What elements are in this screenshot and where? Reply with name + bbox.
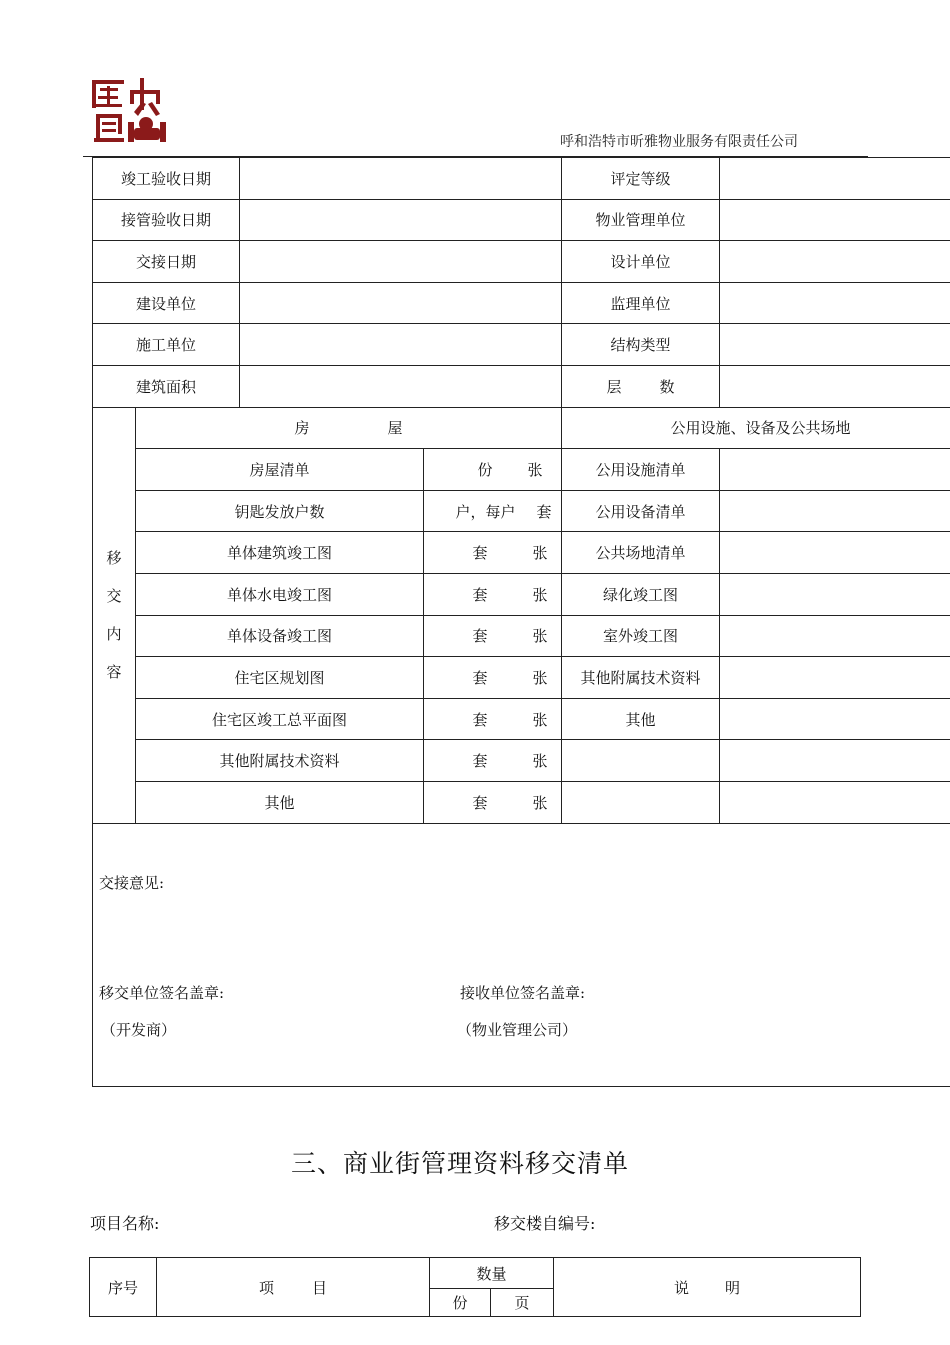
list-header-row	[90, 1258, 861, 1289]
public-value[interactable]	[720, 532, 950, 574]
col-qty: 数量	[430, 1258, 554, 1289]
info-row	[93, 199, 950, 241]
field-value[interactable]	[240, 282, 562, 324]
public-item: 其他	[562, 698, 720, 740]
field-label: 建设单位	[93, 282, 240, 324]
unit-b: 张	[532, 793, 548, 812]
contents-header-row	[93, 407, 950, 449]
section-label-char: 交	[106, 587, 122, 606]
house-item: 单体设备竣工图	[136, 615, 424, 657]
unit-a: 套	[472, 668, 488, 687]
opinion-cell[interactable]	[93, 823, 950, 1086]
col-note	[554, 1258, 861, 1317]
col-item	[157, 1258, 430, 1317]
house-item: 住宅区竣工总平面图	[136, 698, 424, 740]
field-value[interactable]	[240, 324, 562, 366]
col-qty-copies: 份	[430, 1289, 491, 1317]
public-value[interactable]	[720, 781, 950, 823]
col-item-b: 目	[312, 1278, 328, 1297]
field-value[interactable]	[240, 158, 562, 200]
unit-cell[interactable]	[424, 490, 562, 532]
unit-b: 张	[527, 460, 543, 479]
field-label: 设计单位	[562, 241, 720, 283]
unit-cell[interactable]	[424, 615, 562, 657]
public-value[interactable]	[720, 615, 950, 657]
field-value[interactable]	[720, 158, 950, 200]
info-row	[93, 324, 950, 366]
unit-a: 套	[472, 585, 488, 604]
company-name: 呼和浩特市昕雅物业服务有限责任公司	[560, 134, 798, 150]
col-item-a: 项	[258, 1278, 274, 1297]
field-label: 交接日期	[93, 241, 240, 283]
field-label: 评定等级	[562, 158, 720, 200]
section-label-char: 移	[106, 549, 122, 568]
transfer-list-table	[89, 1257, 861, 1317]
public-item	[562, 740, 720, 782]
unit-a: 套	[472, 793, 488, 812]
contents-row	[93, 657, 950, 699]
unit-b: 张	[532, 627, 548, 646]
opinion-label: 交接意见:	[99, 873, 165, 892]
contents-row	[93, 490, 950, 532]
floors-label-b: 数	[659, 377, 675, 396]
unit-a: 套	[472, 752, 488, 771]
unit-b: 张	[532, 668, 548, 687]
field-value[interactable]	[720, 324, 950, 366]
field-value[interactable]	[240, 365, 562, 407]
info-row	[93, 241, 950, 283]
section-label	[93, 407, 136, 823]
company-logo	[90, 76, 172, 146]
field-label: 建筑面积	[93, 365, 240, 407]
contents-row	[93, 698, 950, 740]
unit-cell[interactable]	[424, 698, 562, 740]
transfer-signature-label: 移交单位签名盖章:	[99, 983, 225, 1002]
unit-b: 张	[532, 710, 548, 729]
field-label: 施工单位	[93, 324, 240, 366]
contents-row	[93, 781, 950, 823]
unit-a: 套	[472, 627, 488, 646]
public-item: 其他附属技术资料	[562, 657, 720, 699]
public-value[interactable]	[720, 698, 950, 740]
unit-b: 套	[536, 502, 552, 521]
public-value[interactable]	[720, 490, 950, 532]
field-label: 竣工验收日期	[93, 158, 240, 200]
public-value[interactable]	[720, 573, 950, 615]
section-label-char: 容	[106, 663, 122, 682]
public-item: 绿化竣工图	[562, 573, 720, 615]
public-value[interactable]	[720, 449, 950, 491]
house-item: 单体水电竣工图	[136, 573, 424, 615]
house-header	[136, 407, 562, 449]
house-item: 住宅区规划图	[136, 657, 424, 699]
contents-row	[93, 740, 950, 782]
public-value[interactable]	[720, 657, 950, 699]
public-item: 公用设施清单	[562, 449, 720, 491]
field-value[interactable]	[720, 365, 950, 407]
unit-cell[interactable]	[424, 781, 562, 823]
floors-label-a: 层	[606, 377, 622, 396]
public-header: 公用设施、设备及公共场地	[562, 407, 950, 449]
unit-cell[interactable]	[424, 657, 562, 699]
unit-a: 份	[477, 460, 493, 479]
house-item: 单体建筑竣工图	[136, 532, 424, 574]
field-value[interactable]	[720, 241, 950, 283]
unit-cell[interactable]	[424, 573, 562, 615]
house-item: 房屋清单	[136, 449, 424, 491]
unit-cell[interactable]	[424, 532, 562, 574]
project-name-label: 项目名称:	[90, 1214, 160, 1233]
field-value[interactable]	[720, 282, 950, 324]
field-label: 结构类型	[562, 324, 720, 366]
col-qty-pages: 页	[491, 1289, 554, 1317]
unit-cell[interactable]	[424, 740, 562, 782]
unit-cell[interactable]	[424, 449, 562, 491]
field-label: 物业管理单位	[562, 199, 720, 241]
public-item: 室外竣工图	[562, 615, 720, 657]
unit-a: 套	[472, 544, 488, 563]
contents-row	[93, 449, 950, 491]
field-label	[562, 365, 720, 407]
col-note-b: 明	[725, 1278, 741, 1297]
house-item: 其他	[136, 781, 424, 823]
public-item: 公共场地清单	[562, 532, 720, 574]
receive-party: （物业管理公司）	[457, 1020, 578, 1039]
unit-a: 户，每户	[455, 502, 516, 521]
unit-b: 张	[532, 752, 548, 771]
public-value[interactable]	[720, 740, 950, 782]
building-number-label: 移交楼自编号:	[494, 1214, 596, 1233]
field-label: 接管验收日期	[93, 199, 240, 241]
field-value[interactable]	[240, 199, 562, 241]
house-header-a: 房	[294, 419, 310, 438]
field-label: 监理单位	[562, 282, 720, 324]
field-value[interactable]	[720, 199, 950, 241]
unit-b: 张	[532, 544, 548, 563]
house-item: 其他附属技术资料	[136, 740, 424, 782]
public-item	[562, 781, 720, 823]
public-item: 公用设备清单	[562, 490, 720, 532]
field-value[interactable]	[240, 241, 562, 283]
contents-row	[93, 532, 950, 574]
house-item: 钥匙发放户数	[136, 490, 424, 532]
contents-row	[93, 573, 950, 615]
opinion-row	[93, 823, 950, 1086]
receive-signature-label: 接收单位签名盖章:	[460, 983, 586, 1002]
house-header-b: 屋	[387, 419, 403, 438]
transfer-party: （开发商）	[101, 1020, 177, 1039]
col-seq: 序号	[90, 1258, 157, 1317]
unit-b: 张	[532, 585, 548, 604]
col-note-a: 说	[674, 1278, 690, 1297]
info-row	[93, 158, 950, 200]
section-title: 三、商业街管理资料移交清单	[290, 1149, 629, 1178]
section-label-char: 内	[106, 625, 122, 644]
unit-a: 套	[472, 710, 488, 729]
handover-table	[92, 157, 950, 1087]
contents-row	[93, 615, 950, 657]
info-row	[93, 365, 950, 407]
info-row	[93, 282, 950, 324]
